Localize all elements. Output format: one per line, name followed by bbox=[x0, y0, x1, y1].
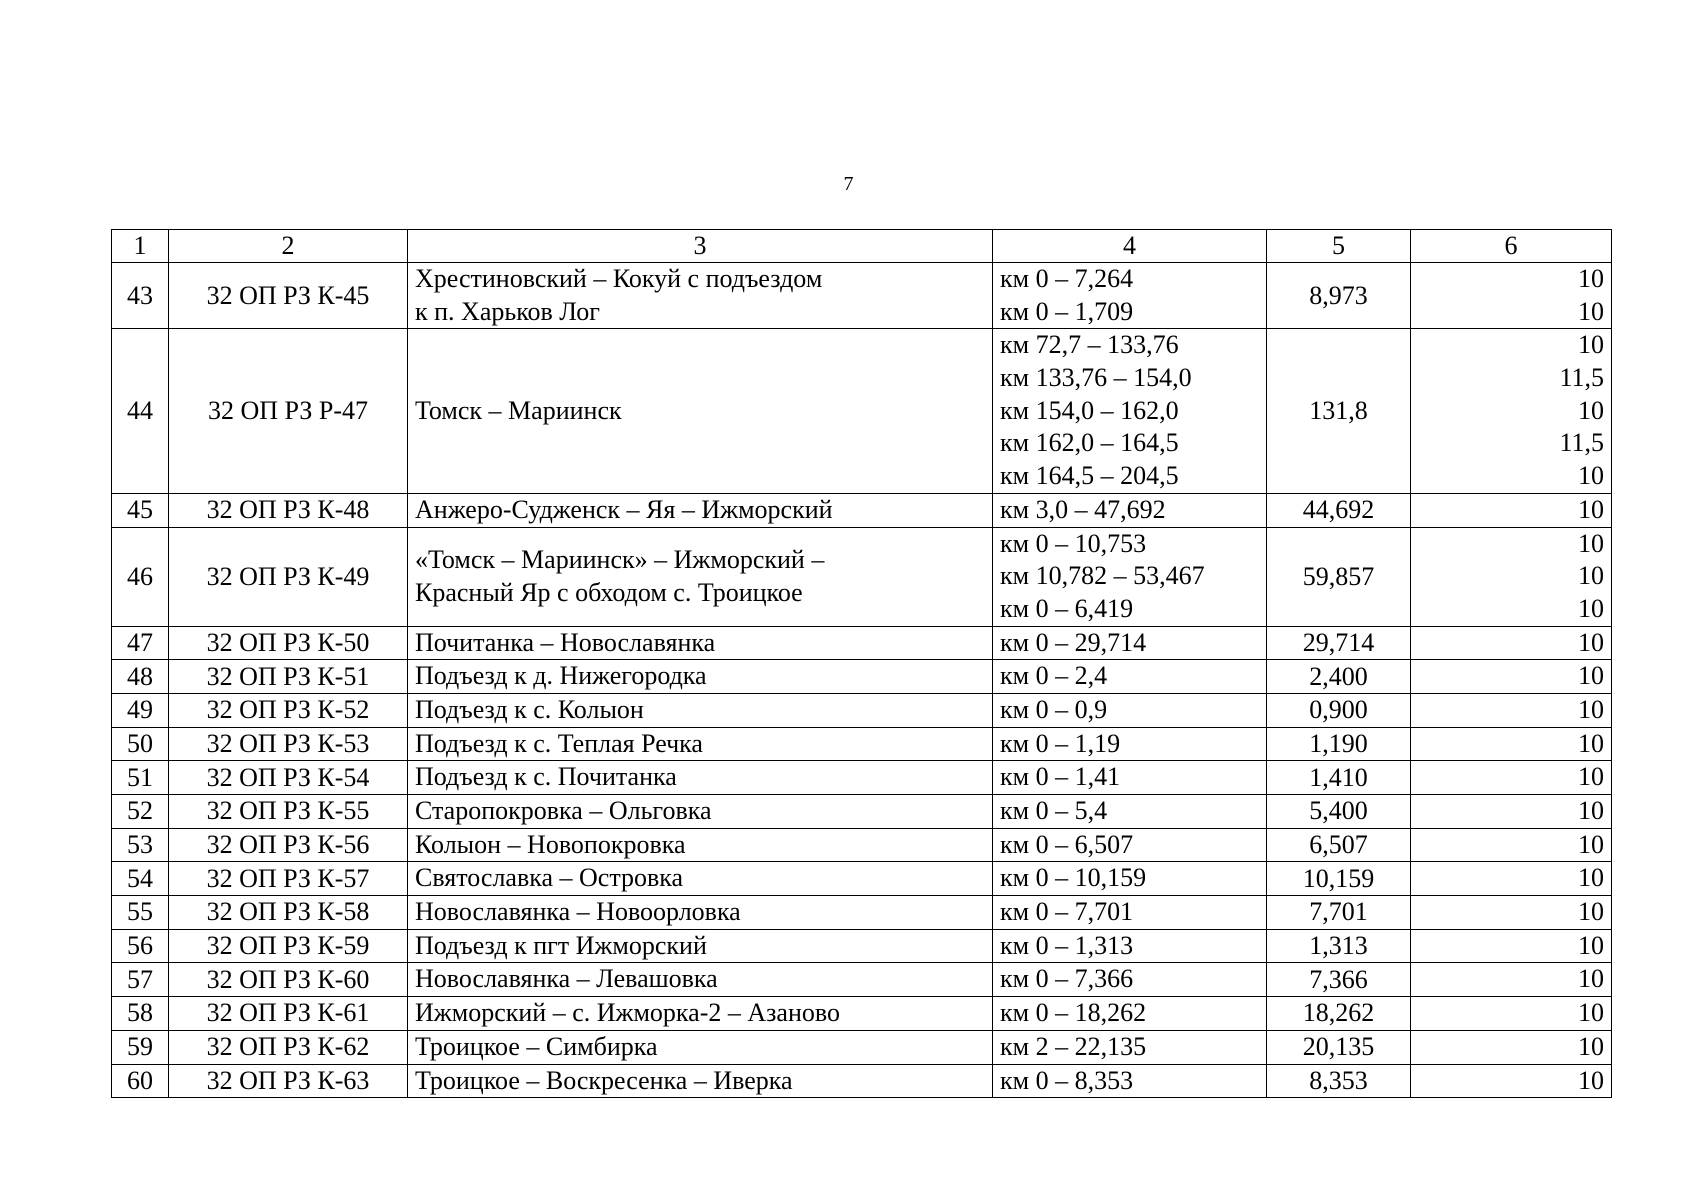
km-range bbox=[993, 929, 1267, 963]
km-range-line: км 0 – 6,419 bbox=[1000, 593, 1134, 623]
table-row bbox=[112, 693, 1612, 727]
km-range bbox=[993, 527, 1267, 626]
road-id: 32 ОП РЗ К-61 bbox=[169, 997, 408, 1031]
road-name-line: Ижморский – с. Ижморка-2 – Азаново bbox=[415, 998, 840, 1028]
table-row bbox=[112, 862, 1612, 896]
table-row bbox=[112, 761, 1612, 795]
table-row bbox=[112, 626, 1612, 660]
column-6-value-line: 10 bbox=[1578, 296, 1604, 326]
road-name bbox=[408, 862, 993, 896]
column-6-value-line: 10 bbox=[1578, 528, 1604, 558]
row-number: 45 bbox=[112, 493, 169, 527]
road-name bbox=[408, 527, 993, 626]
column-6-value-line: 10 bbox=[1578, 494, 1604, 524]
road-name bbox=[408, 727, 993, 761]
road-name-line: Новославянка – Левашовка bbox=[415, 964, 718, 994]
column-6-value bbox=[1411, 997, 1612, 1031]
column-header: 5 bbox=[1267, 230, 1411, 263]
road-name-line: Красный Яр с обходом с. Троицкое bbox=[415, 577, 803, 607]
road-name-line: Почитанка – Новославянка bbox=[415, 627, 716, 657]
road-length: 131,8 bbox=[1267, 329, 1411, 493]
table-row bbox=[112, 727, 1612, 761]
column-6-value-line: 10 bbox=[1578, 694, 1604, 724]
road-id: 32 ОП РЗ К-57 bbox=[169, 862, 408, 896]
road-name bbox=[408, 828, 993, 862]
column-6-value-line: 10 bbox=[1578, 796, 1604, 825]
table-row bbox=[112, 263, 1612, 329]
column-6-value-line: 10 bbox=[1578, 627, 1604, 657]
km-range-line: км 0 – 1,313 bbox=[1000, 930, 1134, 960]
column-6-value bbox=[1411, 1064, 1612, 1098]
km-range-line: км 162,0 – 164,5 bbox=[1000, 428, 1179, 458]
row-number: 46 bbox=[112, 527, 169, 626]
road-name bbox=[408, 493, 993, 527]
column-6-value-line: 10 bbox=[1578, 264, 1604, 293]
row-number: 57 bbox=[112, 963, 169, 997]
km-range-line: км 154,0 – 162,0 bbox=[1000, 395, 1179, 425]
row-number: 54 bbox=[112, 862, 169, 896]
km-range bbox=[993, 1064, 1267, 1098]
road-id: 32 ОП РЗ К-56 bbox=[169, 828, 408, 862]
road-id: 32 ОП РЗ К-63 bbox=[169, 1064, 408, 1098]
row-number: 51 bbox=[112, 761, 169, 795]
roads-table bbox=[111, 229, 1612, 1098]
road-id: 32 ОП РЗ К-59 bbox=[169, 929, 408, 963]
km-range-line: км 0 – 7,366 bbox=[1000, 964, 1134, 994]
km-range-line: км 2 – 22,135 bbox=[1000, 1031, 1147, 1061]
road-id: 32 ОП РЗ К-55 bbox=[169, 795, 408, 829]
km-range-line: км 72,7 – 133,76 bbox=[1000, 330, 1179, 360]
column-6-value bbox=[1411, 795, 1612, 829]
km-range bbox=[993, 828, 1267, 862]
column-header: 4 bbox=[993, 230, 1267, 263]
road-length: 8,353 bbox=[1267, 1064, 1411, 1098]
km-range bbox=[993, 963, 1267, 997]
km-range bbox=[993, 693, 1267, 727]
table-row bbox=[112, 929, 1612, 963]
km-range-line: км 0 – 7,701 bbox=[1000, 897, 1134, 927]
column-6-value-line: 11,5 bbox=[1559, 428, 1604, 458]
column-6-value bbox=[1411, 828, 1612, 862]
table-row bbox=[112, 963, 1612, 997]
row-number: 43 bbox=[112, 263, 169, 329]
km-range-line: км 164,5 – 204,5 bbox=[1000, 461, 1179, 491]
road-id: 32 ОП РЗ К-53 bbox=[169, 727, 408, 761]
road-length: 5,400 bbox=[1267, 795, 1411, 829]
row-number: 58 bbox=[112, 997, 169, 1031]
km-range-line: км 0 – 0,9 bbox=[1000, 694, 1108, 724]
road-name-line: к п. Харьков Лог bbox=[415, 296, 600, 326]
km-range-line: км 0 – 1,41 bbox=[1000, 762, 1121, 792]
column-6-value-line: 10 bbox=[1578, 561, 1604, 591]
road-name-line: Хрестиновский – Кокуй с подъездом bbox=[415, 264, 823, 293]
road-name bbox=[408, 263, 993, 329]
km-range-line: км 0 – 5,4 bbox=[1000, 796, 1108, 825]
road-name-line: Подъезд к д. Нижегородка bbox=[415, 661, 707, 691]
road-name bbox=[408, 693, 993, 727]
page-number: 7 bbox=[843, 173, 854, 195]
road-name bbox=[408, 929, 993, 963]
road-length: 20,135 bbox=[1267, 1030, 1411, 1064]
road-id: 32 ОП РЗ К-54 bbox=[169, 761, 408, 795]
road-name-line: Подъезд к пгт Ижморский bbox=[415, 930, 707, 960]
road-length: 0,900 bbox=[1267, 693, 1411, 727]
road-name-line: Анжеро-Судженск – Яя – Ижморский bbox=[415, 494, 833, 524]
road-id: 32 ОП РЗ К-48 bbox=[169, 493, 408, 527]
table-row bbox=[112, 1064, 1612, 1098]
road-name-line: Подъезд к с. Колыон bbox=[415, 694, 644, 724]
column-6-value-line: 10 bbox=[1578, 964, 1604, 994]
column-6-value bbox=[1411, 660, 1612, 694]
km-range-line: км 3,0 – 47,692 bbox=[1000, 494, 1166, 524]
road-name bbox=[408, 1064, 993, 1098]
road-length: 44,692 bbox=[1267, 493, 1411, 527]
road-length: 10,159 bbox=[1267, 862, 1411, 896]
table-row bbox=[112, 329, 1612, 493]
km-range bbox=[993, 896, 1267, 930]
road-id: 32 ОП РЗ К-62 bbox=[169, 1030, 408, 1064]
road-name-line: Старопокровка – Ольговка bbox=[415, 796, 712, 825]
column-6-value bbox=[1411, 896, 1612, 930]
column-header: 1 bbox=[112, 230, 169, 263]
road-length: 1,313 bbox=[1267, 929, 1411, 963]
road-name bbox=[408, 626, 993, 660]
km-range bbox=[993, 997, 1267, 1031]
table-row bbox=[112, 1030, 1612, 1064]
road-id: 32 ОП РЗ К-49 bbox=[169, 527, 408, 626]
road-name bbox=[408, 963, 993, 997]
km-range bbox=[993, 727, 1267, 761]
km-range bbox=[993, 761, 1267, 795]
column-6-value bbox=[1411, 862, 1612, 896]
road-name-line: Подъезд к с. Почитанка bbox=[415, 762, 677, 792]
table-row bbox=[112, 997, 1612, 1031]
road-length: 7,366 bbox=[1267, 963, 1411, 997]
column-6-value-line: 10 bbox=[1578, 461, 1604, 491]
row-number: 59 bbox=[112, 1030, 169, 1064]
km-range-line: км 0 – 1,19 bbox=[1000, 728, 1121, 758]
road-name-line: «Томск – Мариинск» – Ижморский – bbox=[415, 544, 825, 574]
km-range-line: км 0 – 8,353 bbox=[1000, 1065, 1134, 1095]
table-row bbox=[112, 493, 1612, 527]
road-length: 1,410 bbox=[1267, 761, 1411, 795]
road-name-line: Святославка – Островка bbox=[415, 863, 684, 893]
km-range bbox=[993, 795, 1267, 829]
road-id: 32 ОП РЗ К-51 bbox=[169, 660, 408, 694]
column-header: 3 bbox=[408, 230, 993, 263]
table-row bbox=[112, 527, 1612, 626]
km-range-line: км 0 – 29,714 bbox=[1000, 627, 1147, 657]
column-6-value bbox=[1411, 1030, 1612, 1064]
road-length: 6,507 bbox=[1267, 828, 1411, 862]
road-name bbox=[408, 795, 993, 829]
row-number: 53 bbox=[112, 828, 169, 862]
km-range-line: км 0 – 10,753 bbox=[1000, 528, 1147, 558]
row-number: 60 bbox=[112, 1064, 169, 1098]
road-id: 32 ОП РЗ Р-47 bbox=[169, 329, 408, 493]
row-number: 47 bbox=[112, 626, 169, 660]
column-6-value bbox=[1411, 929, 1612, 963]
column-6-value-line: 10 bbox=[1578, 330, 1604, 360]
row-number: 56 bbox=[112, 929, 169, 963]
table-row bbox=[112, 660, 1612, 694]
road-id: 32 ОП РЗ К-50 bbox=[169, 626, 408, 660]
road-length: 7,701 bbox=[1267, 896, 1411, 930]
road-name bbox=[408, 329, 993, 493]
row-number: 48 bbox=[112, 660, 169, 694]
road-length: 8,973 bbox=[1267, 263, 1411, 329]
km-range-line: км 133,76 – 154,0 bbox=[1000, 363, 1192, 393]
road-name-line: Троицкое – Симбирка bbox=[415, 1031, 658, 1061]
km-range-line: км 10,782 – 53,467 bbox=[1000, 561, 1205, 591]
road-name-line: Новославянка – Новоорловка bbox=[415, 897, 741, 927]
column-6-value-line: 10 bbox=[1578, 728, 1604, 758]
column-6-value-line: 10 bbox=[1578, 829, 1604, 859]
row-number: 50 bbox=[112, 727, 169, 761]
road-name-line: Томск – Мариинск bbox=[415, 395, 622, 425]
column-6-value-line: 10 bbox=[1578, 998, 1604, 1028]
column-6-value bbox=[1411, 329, 1612, 493]
column-header: 6 bbox=[1411, 230, 1612, 263]
column-6-value-line: 10 bbox=[1578, 930, 1604, 960]
column-6-value bbox=[1411, 263, 1612, 329]
km-range bbox=[993, 493, 1267, 527]
table-row bbox=[112, 795, 1612, 829]
column-6-value-line: 10 bbox=[1578, 1031, 1604, 1061]
road-name bbox=[408, 997, 993, 1031]
column-6-value bbox=[1411, 527, 1612, 626]
column-6-value bbox=[1411, 626, 1612, 660]
road-name bbox=[408, 896, 993, 930]
road-name-line: Троицкое – Воскресенка – Иверка bbox=[415, 1065, 793, 1095]
km-range bbox=[993, 660, 1267, 694]
road-length: 2,400 bbox=[1267, 660, 1411, 694]
row-number: 52 bbox=[112, 795, 169, 829]
road-name bbox=[408, 761, 993, 795]
km-range bbox=[993, 626, 1267, 660]
km-range bbox=[993, 1030, 1267, 1064]
column-6-value-line: 11,5 bbox=[1559, 363, 1604, 393]
column-6-value-line: 10 bbox=[1578, 395, 1604, 425]
column-6-value-line: 10 bbox=[1578, 863, 1604, 893]
road-name bbox=[408, 660, 993, 694]
km-range-line: км 0 – 1,709 bbox=[1000, 296, 1134, 326]
road-length: 1,190 bbox=[1267, 727, 1411, 761]
column-6-value bbox=[1411, 727, 1612, 761]
column-6-value-line: 10 bbox=[1578, 762, 1604, 792]
column-6-value-line: 10 bbox=[1578, 897, 1604, 927]
column-6-value-line: 10 bbox=[1578, 1065, 1604, 1095]
road-name bbox=[408, 1030, 993, 1064]
road-length: 29,714 bbox=[1267, 626, 1411, 660]
row-number: 55 bbox=[112, 896, 169, 930]
road-id: 32 ОП РЗ К-58 bbox=[169, 896, 408, 930]
km-range bbox=[993, 263, 1267, 329]
road-name-line: Подъезд к с. Теплая Речка bbox=[415, 728, 703, 758]
column-6-value bbox=[1411, 493, 1612, 527]
road-id: 32 ОП РЗ К-52 bbox=[169, 693, 408, 727]
column-6-value bbox=[1411, 693, 1612, 727]
km-range bbox=[993, 329, 1267, 493]
km-range-line: км 0 – 6,507 bbox=[1000, 829, 1134, 859]
km-range-line: км 0 – 7,264 bbox=[1000, 264, 1134, 293]
road-id: 32 ОП РЗ К-60 bbox=[169, 963, 408, 997]
road-id: 32 ОП РЗ К-45 bbox=[169, 263, 408, 329]
km-range-line: км 0 – 18,262 bbox=[1000, 998, 1147, 1028]
column-6-value-line: 10 bbox=[1578, 593, 1604, 623]
km-range-line: км 0 – 2,4 bbox=[1000, 661, 1108, 691]
road-length: 59,857 bbox=[1267, 527, 1411, 626]
column-6-value bbox=[1411, 963, 1612, 997]
table-row bbox=[112, 828, 1612, 862]
column-6-value bbox=[1411, 761, 1612, 795]
table-header-row bbox=[112, 230, 1612, 263]
road-name-line: Колыон – Новопокровка bbox=[415, 829, 686, 859]
row-number: 49 bbox=[112, 693, 169, 727]
road-length: 18,262 bbox=[1267, 997, 1411, 1031]
km-range bbox=[993, 862, 1267, 896]
column-header: 2 bbox=[169, 230, 408, 263]
table-row bbox=[112, 896, 1612, 930]
km-range-line: км 0 – 10,159 bbox=[1000, 863, 1147, 893]
column-6-value-line: 10 bbox=[1578, 661, 1604, 691]
row-number: 44 bbox=[112, 329, 169, 493]
